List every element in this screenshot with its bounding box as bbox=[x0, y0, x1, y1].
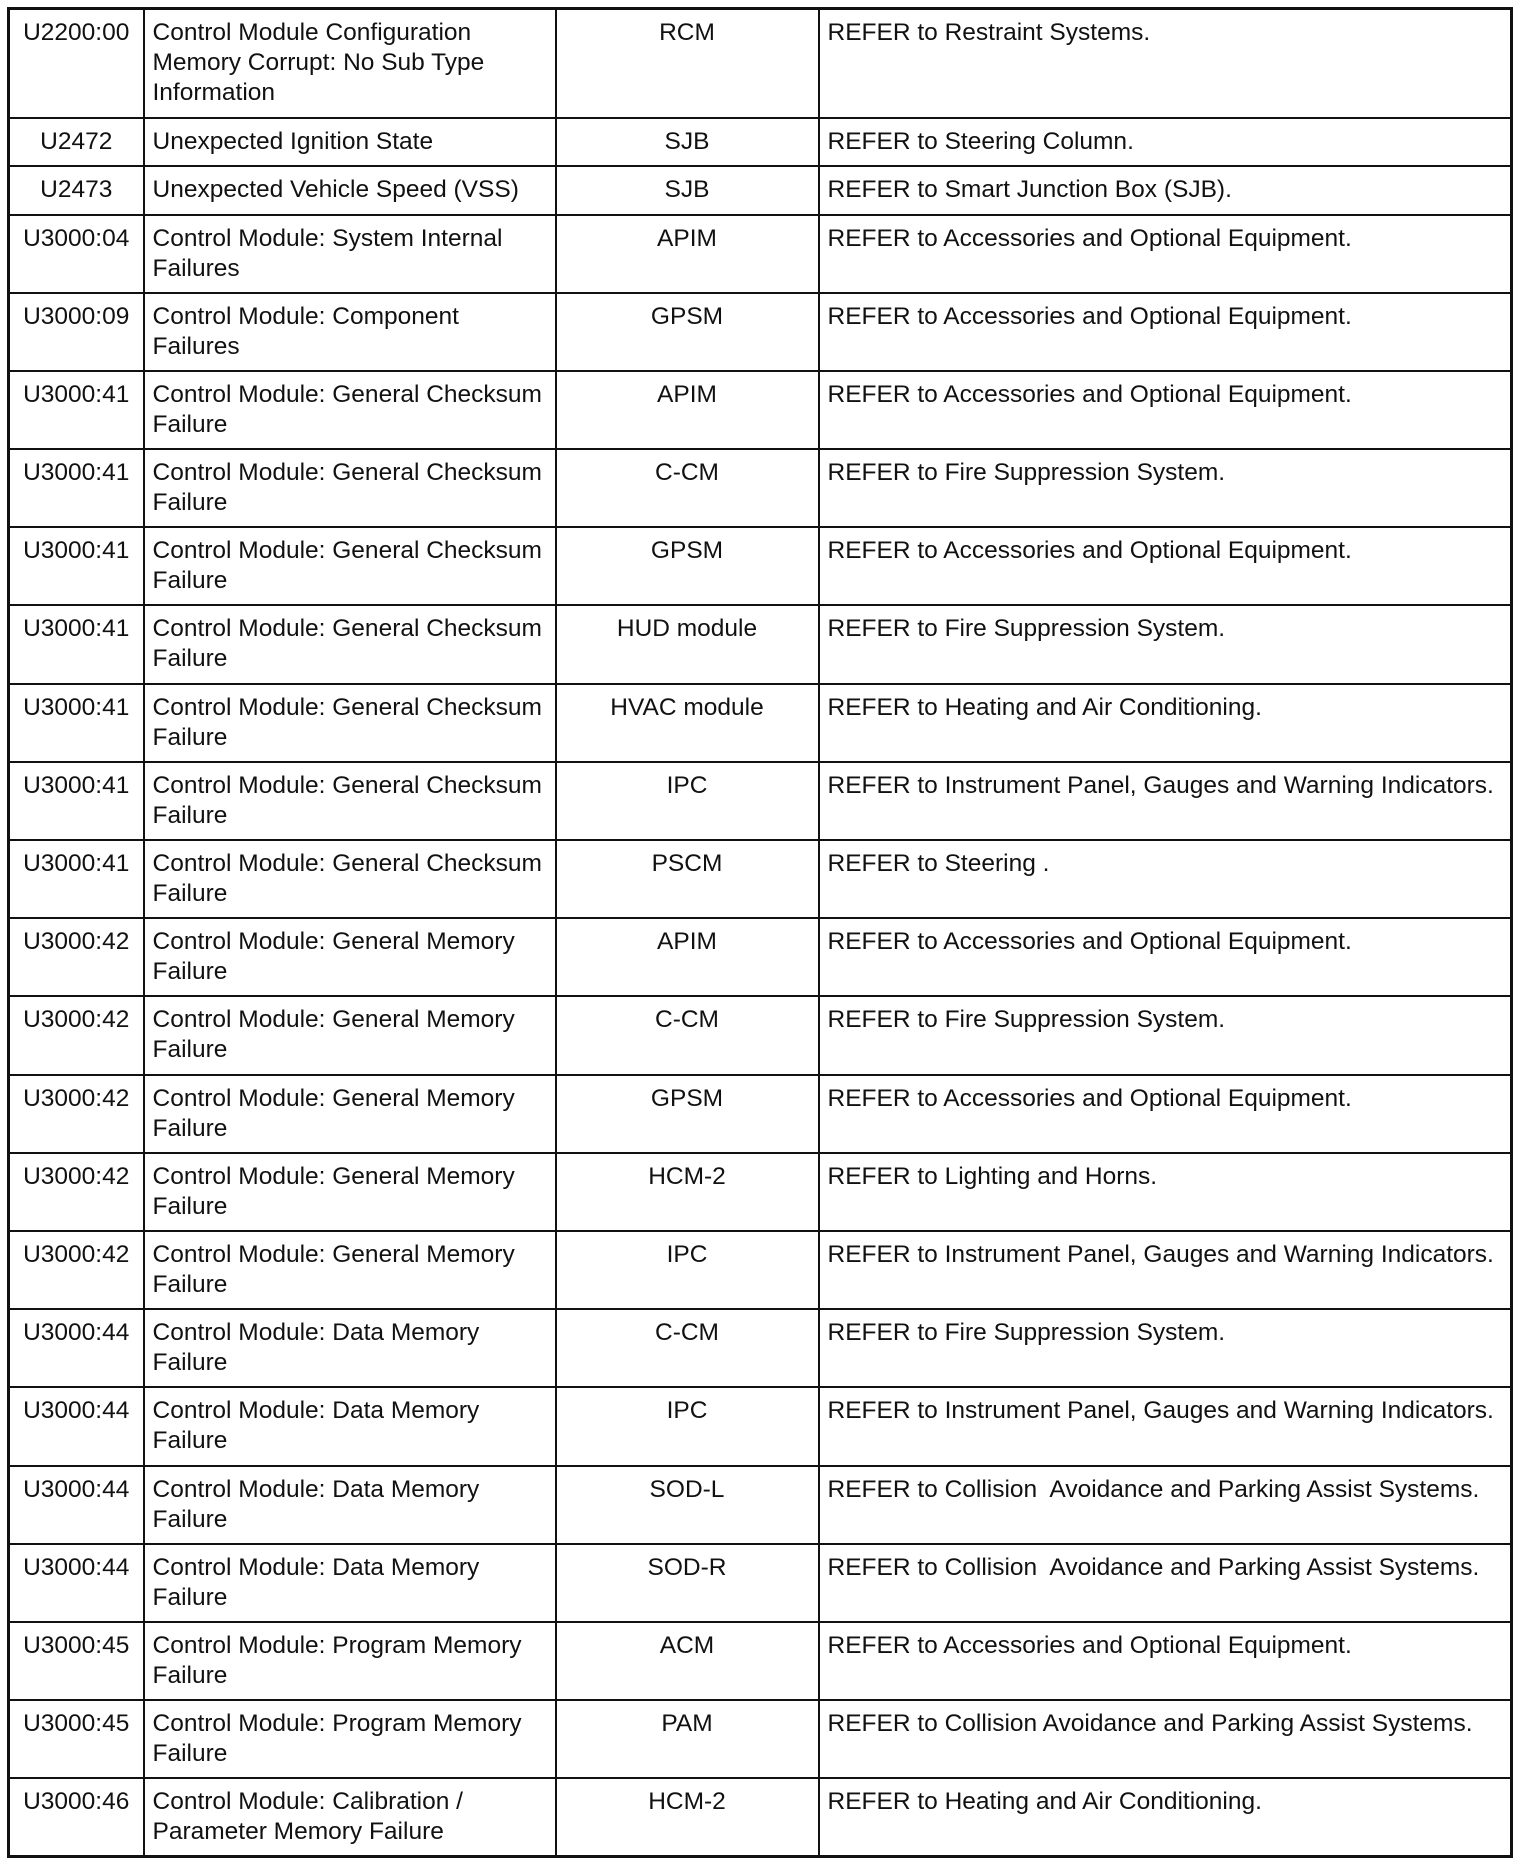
dtc-code: U2200:00 bbox=[9, 9, 144, 118]
dtc-code: U3000:44 bbox=[9, 1309, 144, 1387]
dtc-action: REFER to Lighting and Horns. bbox=[819, 1153, 1512, 1231]
dtc-code: U3000:45 bbox=[9, 1622, 144, 1700]
dtc-module: PAM bbox=[556, 1700, 819, 1778]
dtc-module: APIM bbox=[556, 918, 819, 996]
dtc-description: Control Module: General Checksum Failure bbox=[144, 371, 556, 449]
table-row bbox=[9, 371, 1512, 449]
dtc-action: REFER to Heating and Air Conditioning. bbox=[819, 1778, 1512, 1856]
dtc-action: REFER to Accessories and Optional Equipment. bbox=[819, 1075, 1512, 1153]
table-row bbox=[9, 840, 1512, 918]
dtc-module: SJB bbox=[556, 118, 819, 167]
dtc-code: U3000:44 bbox=[9, 1544, 144, 1622]
dtc-description: Control Module: Data Memory Failure bbox=[144, 1387, 556, 1465]
dtc-module: IPC bbox=[556, 1387, 819, 1465]
dtc-action: REFER to Instrument Panel, Gauges and Warning Indicators. bbox=[819, 1231, 1512, 1309]
dtc-module: SJB bbox=[556, 166, 819, 215]
table-row bbox=[9, 166, 1512, 215]
dtc-module: IPC bbox=[556, 1231, 819, 1309]
dtc-action: REFER to Instrument Panel, Gauges and Warning Indicators. bbox=[819, 1387, 1512, 1465]
dtc-code: U3000:41 bbox=[9, 527, 144, 605]
dtc-action: REFER to Accessories and Optional Equipment. bbox=[819, 371, 1512, 449]
table-row bbox=[9, 1075, 1512, 1153]
dtc-action: REFER to Fire Suppression System. bbox=[819, 605, 1512, 683]
dtc-module: SOD-R bbox=[556, 1544, 819, 1622]
dtc-description: Control Module: General Memory Failure bbox=[144, 1231, 556, 1309]
dtc-code: U3000:42 bbox=[9, 1231, 144, 1309]
table-row bbox=[9, 1778, 1512, 1856]
dtc-action: REFER to Heating and Air Conditioning. bbox=[819, 684, 1512, 762]
dtc-description: Control Module: General Checksum Failure bbox=[144, 840, 556, 918]
dtc-action: REFER to Fire Suppression System. bbox=[819, 1309, 1512, 1387]
dtc-code: U3000:41 bbox=[9, 684, 144, 762]
dtc-code: U3000:41 bbox=[9, 371, 144, 449]
dtc-action: REFER to Smart Junction Box (SJB). bbox=[819, 166, 1512, 215]
dtc-action: REFER to Instrument Panel, Gauges and Warning Indicators. bbox=[819, 762, 1512, 840]
dtc-module: GPSM bbox=[556, 527, 819, 605]
dtc-action: REFER to Accessories and Optional Equipment. bbox=[819, 293, 1512, 371]
dtc-action: REFER to Collision Avoidance and Parking Assist Systems. bbox=[819, 1544, 1512, 1622]
dtc-code: U3000:41 bbox=[9, 762, 144, 840]
dtc-action: REFER to Steering . bbox=[819, 840, 1512, 918]
dtc-action: REFER to Fire Suppression System. bbox=[819, 996, 1512, 1074]
dtc-description: Control Module: Component Failures bbox=[144, 293, 556, 371]
dtc-description: Unexpected Vehicle Speed (VSS) bbox=[144, 166, 556, 215]
dtc-code: U3000:42 bbox=[9, 918, 144, 996]
dtc-description: Unexpected Ignition State bbox=[144, 118, 556, 167]
dtc-module: PSCM bbox=[556, 840, 819, 918]
table-row bbox=[9, 215, 1512, 293]
dtc-description: Control Module: Data Memory Failure bbox=[144, 1309, 556, 1387]
dtc-module: RCM bbox=[556, 9, 819, 118]
table-row bbox=[9, 1231, 1512, 1309]
table-row bbox=[9, 1700, 1512, 1778]
table-row bbox=[9, 918, 1512, 996]
table-row bbox=[9, 996, 1512, 1074]
dtc-description: Control Module Configuration Memory Corrupt: No Sub Type Information bbox=[144, 9, 556, 118]
dtc-code: U3000:42 bbox=[9, 1153, 144, 1231]
dtc-action: REFER to Accessories and Optional Equipment. bbox=[819, 1622, 1512, 1700]
table-row bbox=[9, 1622, 1512, 1700]
dtc-action: REFER to Collision Avoidance and Parking Assist Systems. bbox=[819, 1700, 1512, 1778]
table-row bbox=[9, 1153, 1512, 1231]
table-row bbox=[9, 1544, 1512, 1622]
dtc-action: REFER to Accessories and Optional Equipment. bbox=[819, 918, 1512, 996]
dtc-module: C-CM bbox=[556, 996, 819, 1074]
dtc-code: U2472 bbox=[9, 118, 144, 167]
dtc-action: REFER to Accessories and Optional Equipment. bbox=[819, 527, 1512, 605]
table-row bbox=[9, 1309, 1512, 1387]
dtc-module: C-CM bbox=[556, 1309, 819, 1387]
table-row bbox=[9, 118, 1512, 167]
dtc-description: Control Module: Program Memory Failure bbox=[144, 1622, 556, 1700]
dtc-description: Control Module: Data Memory Failure bbox=[144, 1544, 556, 1622]
dtc-code: U3000:41 bbox=[9, 605, 144, 683]
dtc-module: APIM bbox=[556, 371, 819, 449]
table-row bbox=[9, 449, 1512, 527]
dtc-code: U3000:41 bbox=[9, 449, 144, 527]
dtc-table bbox=[7, 7, 1513, 1858]
dtc-description: Control Module: General Checksum Failure bbox=[144, 762, 556, 840]
dtc-description: Control Module: General Memory Failure bbox=[144, 918, 556, 996]
dtc-description: Control Module: General Checksum Failure bbox=[144, 684, 556, 762]
dtc-description: Control Module: General Checksum Failure bbox=[144, 605, 556, 683]
dtc-module: APIM bbox=[556, 215, 819, 293]
dtc-description: Control Module: System Internal Failures bbox=[144, 215, 556, 293]
dtc-module: ACM bbox=[556, 1622, 819, 1700]
dtc-description: Control Module: Data Memory Failure bbox=[144, 1466, 556, 1544]
dtc-code: U3000:44 bbox=[9, 1466, 144, 1544]
dtc-code: U3000:04 bbox=[9, 215, 144, 293]
dtc-code: U3000:42 bbox=[9, 996, 144, 1074]
table-row bbox=[9, 684, 1512, 762]
dtc-module: GPSM bbox=[556, 293, 819, 371]
dtc-code: U3000:44 bbox=[9, 1387, 144, 1465]
table-row bbox=[9, 1387, 1512, 1465]
table-row bbox=[9, 1466, 1512, 1544]
dtc-code: U3000:09 bbox=[9, 293, 144, 371]
dtc-description: Control Module: General Checksum Failure bbox=[144, 527, 556, 605]
dtc-description: Control Module: General Checksum Failure bbox=[144, 449, 556, 527]
dtc-code: U3000:46 bbox=[9, 1778, 144, 1856]
dtc-description: Control Module: General Memory Failure bbox=[144, 996, 556, 1074]
dtc-description: Control Module: Program Memory Failure bbox=[144, 1700, 556, 1778]
dtc-description: Control Module: General Memory Failure bbox=[144, 1075, 556, 1153]
dtc-module: IPC bbox=[556, 762, 819, 840]
dtc-code: U2473 bbox=[9, 166, 144, 215]
dtc-module: HCM-2 bbox=[556, 1153, 819, 1231]
dtc-module: SOD-L bbox=[556, 1466, 819, 1544]
dtc-action: REFER to Restraint Systems. bbox=[819, 9, 1512, 118]
dtc-description: Control Module: Calibration / Parameter Memory Failure bbox=[144, 1778, 556, 1856]
dtc-action: REFER to Steering Column. bbox=[819, 118, 1512, 167]
dtc-module: HUD module bbox=[556, 605, 819, 683]
dtc-code: U3000:45 bbox=[9, 1700, 144, 1778]
table-row bbox=[9, 605, 1512, 683]
table-row bbox=[9, 762, 1512, 840]
dtc-action: REFER to Collision Avoidance and Parking Assist Systems. bbox=[819, 1466, 1512, 1544]
dtc-module: GPSM bbox=[556, 1075, 819, 1153]
dtc-code: U3000:42 bbox=[9, 1075, 144, 1153]
dtc-action: REFER to Accessories and Optional Equipment. bbox=[819, 215, 1512, 293]
dtc-module: HVAC module bbox=[556, 684, 819, 762]
table-row bbox=[9, 9, 1512, 118]
dtc-action: REFER to Fire Suppression System. bbox=[819, 449, 1512, 527]
dtc-module: C-CM bbox=[556, 449, 819, 527]
dtc-module: HCM-2 bbox=[556, 1778, 819, 1856]
dtc-code: U3000:41 bbox=[9, 840, 144, 918]
table-row bbox=[9, 293, 1512, 371]
table-row bbox=[9, 527, 1512, 605]
dtc-description: Control Module: General Memory Failure bbox=[144, 1153, 556, 1231]
